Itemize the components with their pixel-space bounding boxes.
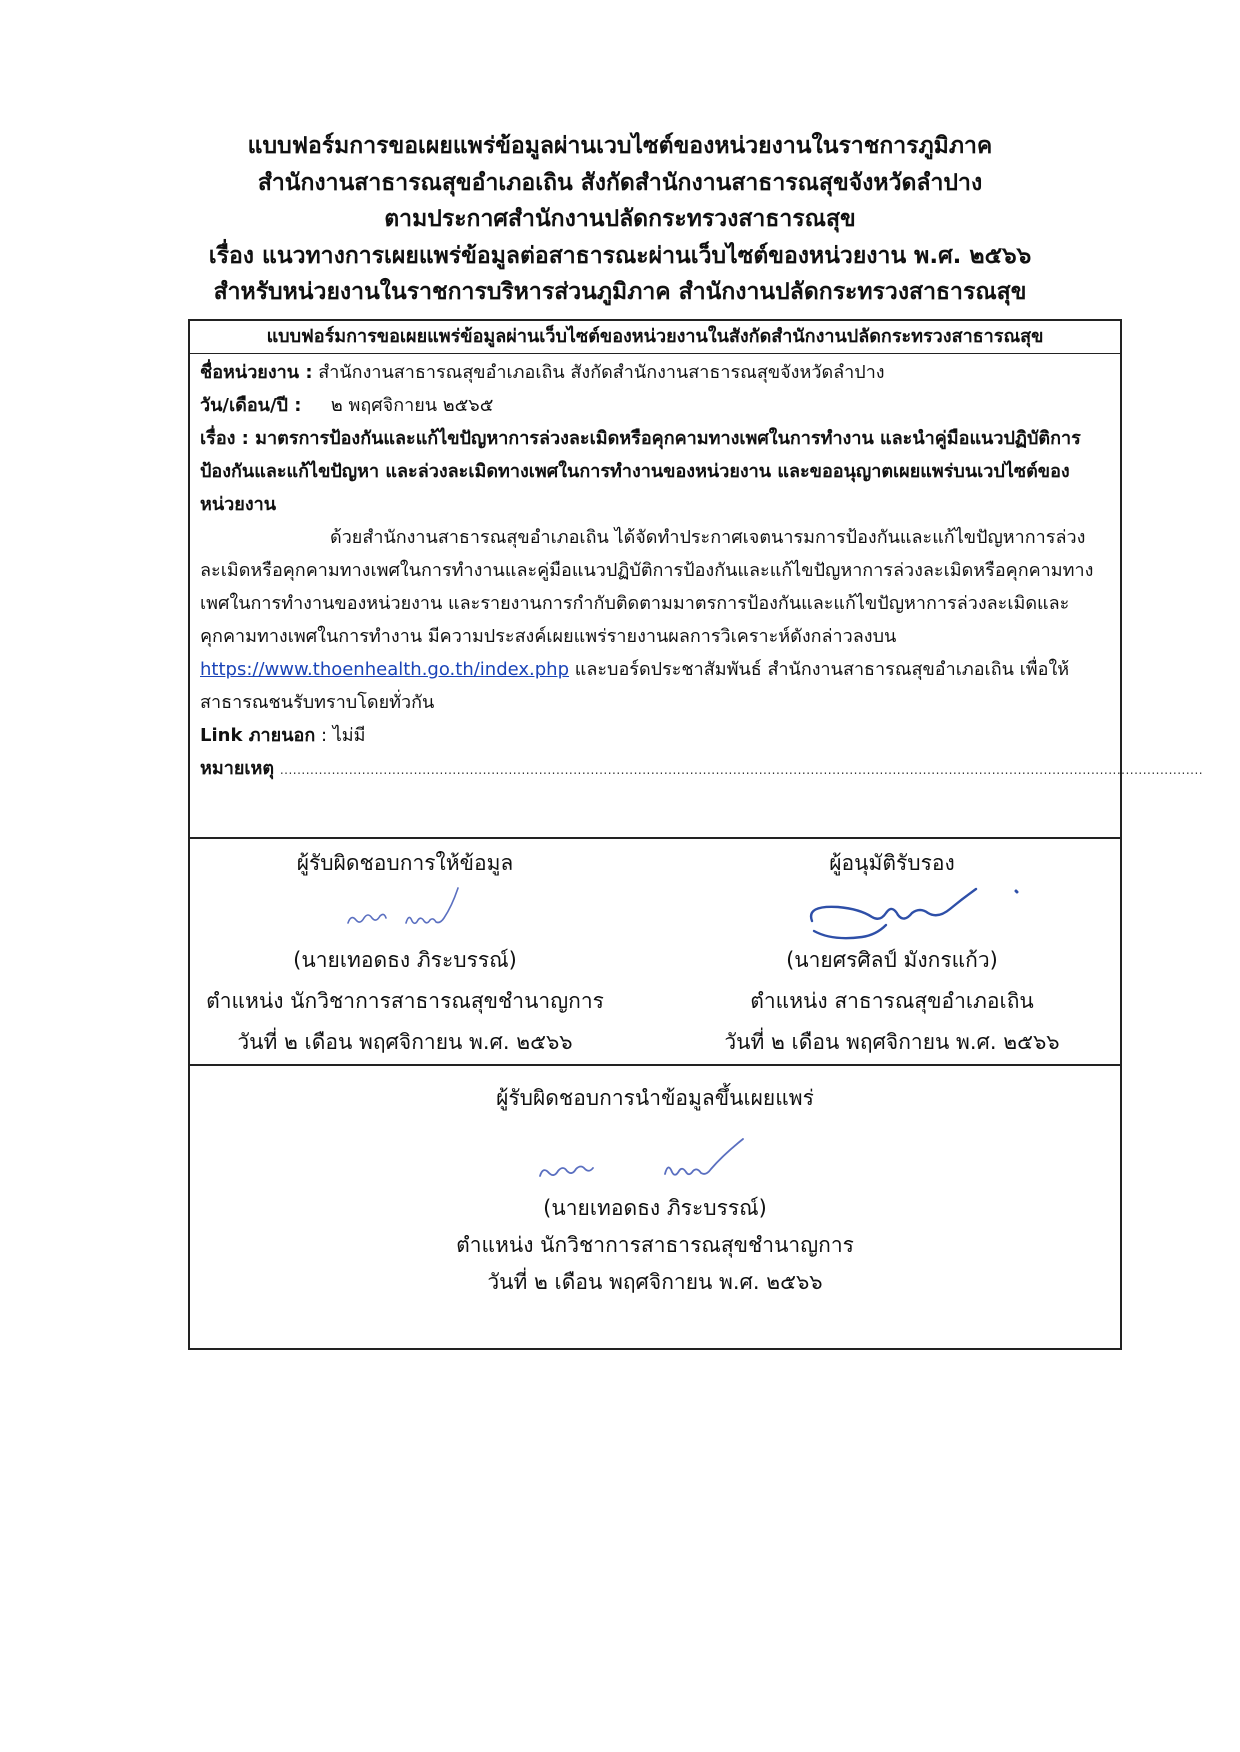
- signature-stroke: [1016, 891, 1017, 892]
- signature-stroke: [406, 888, 458, 923]
- left-signature-position: ตำแหน่ง นักวิชาการสาธารณสุขชำนาญการ: [206, 989, 604, 1013]
- signature-image-right: [802, 881, 1032, 947]
- signature-stroke: [811, 889, 976, 921]
- form-title: แบบฟอร์มการขอเผยแพร่ข้อมูลผ่านเว็บไซต์ของหน่วยงานในสังกัดสำนักงานปลัดกระทรวงสาธารณสุข: [190, 321, 1120, 354]
- signature-stroke: [665, 1139, 743, 1175]
- body-line-2: ละเมิดหรือคุกคามทางเพศในการทำงานและคู่มือแนวปฏิบัติการป้องกันและแก้ไขปัญหาการล่วงละเมิดหรือคุกคามทาง: [200, 560, 1094, 581]
- note-label: หมายเหตุ: [200, 758, 275, 779]
- left-signature-name: (นายเทอดธง ภิระบรรณ์): [293, 948, 517, 972]
- right-signature-title: ผู้อนุมัติรับรอง: [829, 851, 955, 875]
- document-header: [0, 128, 1240, 311]
- left-signature-title: ผู้รับผิดชอบการให้ข้อมูล: [296, 851, 514, 875]
- bottom-signature-name: (นายเทอดธง ภิระบรรณ์): [543, 1196, 767, 1220]
- right-signature-position: ตำแหน่ง สาธารณสุขอำเภอเถิน: [750, 989, 1034, 1013]
- unit-row: [200, 356, 1112, 389]
- header-line-4: เรื่อง แนวทางการเผยแพร่ข้อมูลต่อสาธารณะผ่านเว็บไซต์ของหน่วยงาน พ.ศ. ๒๕๖๖: [208, 242, 1032, 269]
- signature-stroke: [814, 925, 886, 938]
- external-link-label: Link ภายนอก: [200, 725, 316, 746]
- note-dots: ......................................................................................................................................................................................................................: [279, 763, 1204, 777]
- body-line-3: เพศในการทำงานของหน่วยงาน และรายงานการกำกับติดตามมาตรการป้องกันและแก้ไขปัญหาการล่วงละเมิดและ: [200, 593, 1070, 614]
- bottom-signature-date: วันที่ ๒ เดือน พฤศจิกายน พ.ศ. ๒๕๖๖: [487, 1270, 823, 1294]
- signature-image-bottom: [530, 1132, 780, 1190]
- header-line-1: แบบฟอร์มการขอเผยแพร่ข้อมูลผ่านเวบไซต์ของหน่วยงานในราชการภูมิภาค: [247, 133, 993, 159]
- publisher-box: [188, 1064, 1122, 1350]
- body-line-6: สาธารณชนรับทราบโดยทั่วกัน: [200, 692, 435, 713]
- bottom-signature-title: ผู้รับผิดชอบการนำข้อมูลขึ้นเผยแพร่: [496, 1086, 814, 1110]
- left-signature-block: [190, 843, 620, 884]
- right-signature-details: [662, 940, 1122, 1063]
- date-row: [200, 389, 1112, 422]
- signature-stroke: [348, 914, 386, 923]
- body-line-4: คุกคามทางเพศในการทำงาน มีความประสงค์เผยแพร่รายงานผลการวิเคราะห์ดังกล่าวลงบน: [200, 626, 897, 647]
- subject-line-3: หน่วยงาน: [200, 494, 277, 515]
- bottom-signature-position: ตำแหน่ง นักวิชาการสาธารณสุขชำนาญการ: [456, 1233, 854, 1257]
- unit-label: ชื่อหน่วยงาน :: [200, 362, 313, 383]
- subject-line-2: ป้องกันและแก้ไขปัญหา และล่วงละเมิดทางเพศในการทำงานของหน่วยงาน และขออนุญาตเผยแพร่บนเวปไซต์ของ: [200, 461, 1070, 482]
- subject-row-1: [200, 422, 1112, 455]
- signature-image-left: [340, 883, 470, 939]
- date-label: วัน/เดือน/ปี :: [200, 395, 302, 416]
- external-link-value: : ไม่มี: [320, 725, 366, 746]
- header-line-5: สำหรับหน่วยงานในราชการบริหารส่วนภูมิภาค สำนักงานปลัดกระทรวงสาธารณสุข: [213, 279, 1027, 305]
- signature-box: [188, 837, 1122, 1066]
- bottom-signature-details: [190, 1190, 1120, 1301]
- bottom-signature-block: [190, 1078, 1120, 1119]
- body-line-5: [200, 653, 1112, 686]
- right-signature-name: (นายศรศิลป์ มังกรแก้ว): [786, 948, 998, 972]
- website-link[interactable]: https://www.thoenhealth.go.th/index.php: [200, 659, 570, 680]
- form-details-box: [188, 319, 1204, 839]
- header-line-3: ตามประกาศสำนักงานปลัดกระทรวงสาธารณสุข: [384, 206, 856, 232]
- subject-line-1: มาตรการป้องกันและแก้ไขปัญหาการล่วงละเมิดหรือคุกคามทางเพศในการทำงาน และนำคู่มือแนวปฏิบัติการ: [255, 428, 1081, 449]
- body-line-5-rest: และบอร์ดประชาสัมพันธ์ สำนักงานสาธารณสุขอำเภอเถิน เพื่อให้: [569, 659, 1070, 680]
- date-value: ๒ พฤศจิกายน ๒๕๖๕: [330, 395, 494, 416]
- right-signature-block: [662, 843, 1122, 884]
- right-signature-date: วันที่ ๒ เดือน พฤศจิกายน พ.ศ. ๒๕๖๖: [724, 1030, 1060, 1054]
- left-signature-date: วันที่ ๒ เดือน พฤศจิกายน พ.ศ. ๒๕๖๖: [237, 1030, 573, 1054]
- unit-value: สำนักงานสาธารณสุขอำเภอเถิน สังกัดสำนักงานสาธารณสุขจังหวัดลำปาง: [318, 362, 885, 383]
- header-line-2: สำนักงานสาธารณสุขอำเภอเถิน สังกัดสำนักงานสาธารณสุขจังหวัดลำปาง: [257, 169, 983, 196]
- external-link-row: [200, 719, 1112, 752]
- note-row: [200, 752, 1204, 787]
- left-signature-details: [190, 940, 620, 1063]
- signature-stroke: [540, 1167, 593, 1177]
- subject-label: เรื่อง :: [200, 428, 249, 449]
- body-line-1: ด้วยสำนักงานสาธารณสุขอำเภอเถิน ได้จัดทำประกาศเจตนารมการป้องกันและแก้ไขปัญหาการล่วง: [330, 527, 1086, 548]
